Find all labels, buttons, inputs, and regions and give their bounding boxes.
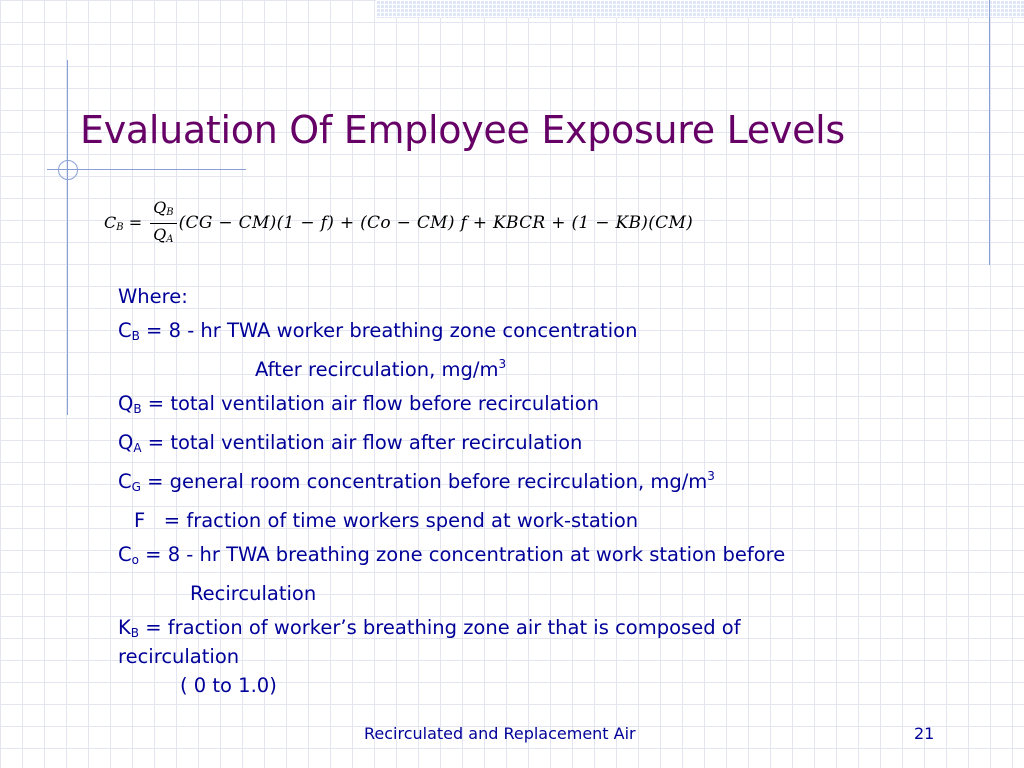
right-decor-line — [989, 0, 990, 265]
definition-qa: $Q_A$ = total ventilation air flow after recirculation — [118, 431, 583, 455]
formula-fraction — [150, 199, 176, 248]
definition-co-continued: Recirculation — [190, 582, 317, 605]
exposure-formula — [104, 193, 693, 253]
slide-title: Evaluation Of Employee Exposure Levels — [80, 108, 845, 152]
fraction-numerator: $Q_B$ — [150, 199, 176, 224]
left-decor-line — [67, 60, 68, 415]
definition-cb-continued: After recirculation, $mg/m^3$ — [255, 357, 507, 381]
page-number: 21 — [914, 724, 935, 743]
definition-kb: $K_B$ = fraction of worker’s breathing zone air that is composed of — [118, 616, 741, 640]
where-label: Where: — [118, 285, 188, 308]
formula-lhs: $C_B$ = — [104, 213, 143, 233]
definition-kb-continued: recirculation — [118, 645, 240, 668]
fraction-denominator: $Q_A$ — [153, 224, 174, 245]
definitions-block — [118, 280, 918, 703]
definition-co: $C_o = 8$ - hr TWA breathing zone concentration at work station before — [118, 543, 786, 567]
top-decor-bar — [376, 0, 1024, 18]
formula-rhs: (CG − CM)(1 − f) + (Co − CM) f + KBCR + (1 − KB)(CM) — [178, 213, 694, 233]
crosshair-circle-decor — [58, 160, 78, 180]
definition-kb-range: ( 0 to 1.0) — [180, 674, 277, 697]
definition-f: F = fraction of time workers spend at work-station — [134, 509, 639, 532]
definition-cb: $C_B = 8$ - hr TWA worker breathing zone concentration — [118, 319, 638, 343]
footer-text: Recirculated and Replacement Air — [364, 724, 636, 743]
definition-qb: $Q_B$ = total ventilation air flow before recirculation — [118, 392, 600, 416]
definition-cg: $C_G$ = general room concentration before recirculation, $mg/m^3$ — [118, 469, 715, 494]
